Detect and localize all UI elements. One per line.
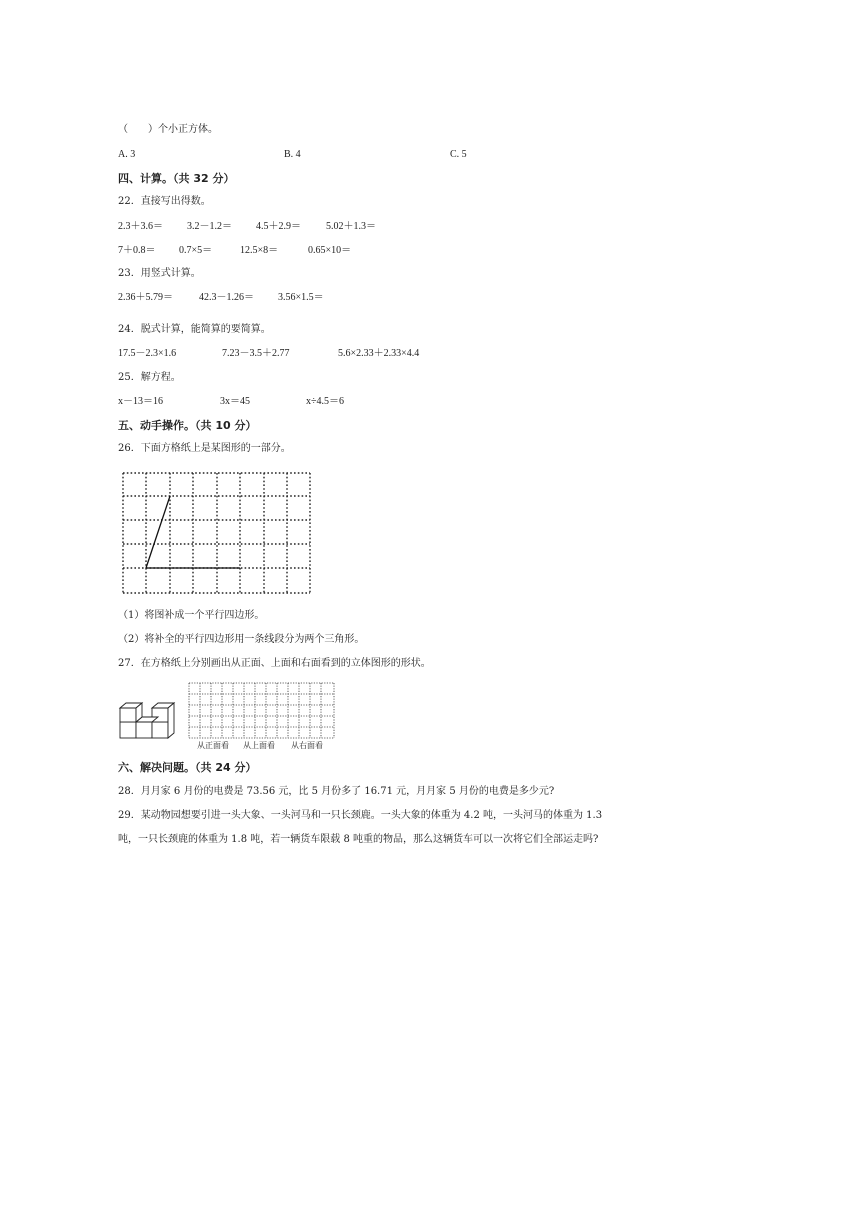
- q24-item: 5.6×2.33＋2.33×4.4: [338, 348, 420, 359]
- q22-item: 2.3＋3.6＝: [118, 221, 163, 232]
- q27-caption-front: 从正面看: [197, 741, 229, 750]
- q22-item: 0.7×5＝: [179, 245, 213, 256]
- q26-stem: 26．下面方格纸上是某图形的一部分。: [118, 443, 291, 454]
- q27-caption-top: 从上面看: [243, 741, 275, 750]
- q22-stem: 22．直接写出得数。: [118, 196, 211, 207]
- q26-dotted-grid: [121, 471, 311, 596]
- q26-sub1: （1）将图补成一个平行四边形。: [118, 610, 265, 621]
- q22-item: 3.2－1.2＝: [187, 221, 232, 232]
- q27-small-grid: [188, 682, 335, 742]
- q22-item: 0.65×10＝: [308, 245, 352, 256]
- q27-cube-solid: [118, 700, 178, 742]
- q21-option-c: C. 5: [450, 149, 467, 160]
- q23-stem: 23．用竖式计算。: [118, 268, 201, 279]
- q28-text: 28．月月家 6 月份的电费是 73.56 元，比 5 月份多了 16.71 元，月月家 5 月份的电费是多少元?: [118, 786, 555, 797]
- q23-item: 2.36＋5.79＝: [118, 292, 173, 303]
- q24-item: 7.23－3.5＋2.77: [222, 348, 290, 359]
- q22-item: 5.02＋1.3＝: [326, 221, 376, 232]
- q25-stem: 25．解方程。: [118, 372, 181, 383]
- q21-option-b: B. 4: [284, 149, 301, 160]
- q25-item: 3x＝45: [220, 396, 250, 407]
- q21-stem-tail: （ ）个小正方体。: [118, 124, 218, 135]
- q24-stem: 24．脱式计算，能简算的要简算。: [118, 324, 271, 335]
- q25-item: x－13＝16: [118, 396, 163, 407]
- q22-item: 12.5×8＝: [240, 245, 279, 256]
- q29-text-line2: 吨，一只长颈鹿的体重为 1.8 吨，若一辆货车限载 8 吨重的物品，那么这辆货车可以一次将它们全部运走吗?: [118, 834, 599, 845]
- q22-item: 4.5＋2.9＝: [256, 221, 301, 232]
- q29-text-line1: 29．某动物园想要引进一头大象、一头河马和一只长颈鹿。一头大象的体重为 4.2 吨，一头河马的体重为 1.3: [118, 810, 603, 821]
- q27-stem: 27．在方格纸上分别画出从正面、上面和右面看到的立体图形的形状。: [118, 658, 431, 669]
- q27-caption-right: 从右面看: [291, 741, 323, 750]
- q23-item: 3.56×1.5＝: [278, 292, 324, 303]
- q26-sub2: （2）将补全的平行四边形用一条线段分为两个三角形。: [118, 634, 365, 645]
- q21-option-a: A. 3: [118, 149, 136, 160]
- section4-title: 四、计算。（共 32 分）: [118, 172, 235, 185]
- q23-item: 42.3－1.26＝: [199, 292, 254, 303]
- section5-title: 五、动手操作。（共 10 分）: [118, 419, 257, 432]
- q22-item: 7＋0.8＝: [118, 245, 156, 256]
- q24-item: 17.5－2.3×1.6: [118, 348, 177, 359]
- q25-item: x÷4.5＝6: [306, 396, 344, 407]
- section6-title: 六、解决问题。（共 24 分）: [118, 761, 257, 774]
